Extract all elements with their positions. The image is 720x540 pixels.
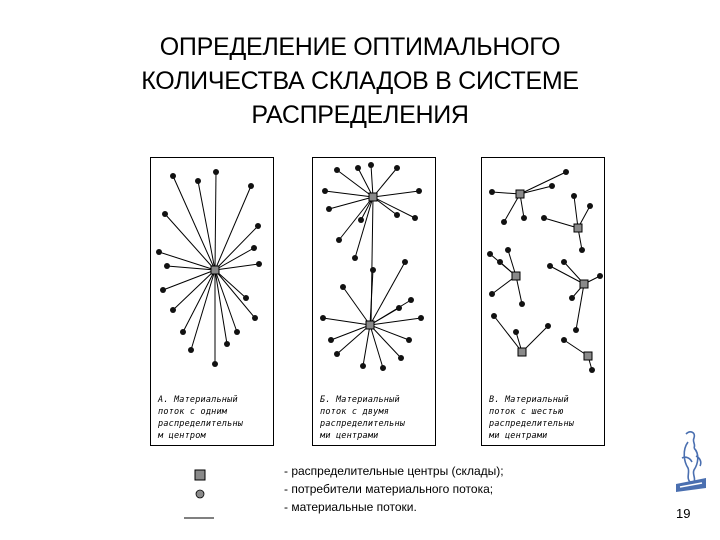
legend-square-symbol bbox=[195, 470, 205, 480]
distribution-center-2 bbox=[366, 321, 374, 329]
legend-item-flows: - материальные потоки. bbox=[284, 500, 417, 514]
title-line-2: КОЛИЧЕСТВА СКЛАДОВ В СИСТЕМЕ bbox=[141, 67, 579, 95]
legend-circle-symbol bbox=[196, 490, 204, 498]
page-number: 19 bbox=[676, 506, 691, 521]
legend bbox=[284, 462, 504, 516]
title-line-1: ОПРЕДЕЛЕНИЕ ОПТИМАЛЬНОГО bbox=[159, 33, 561, 61]
title-line-3: РАСПРЕДЕЛЕНИЯ bbox=[251, 101, 469, 129]
legend-item-centers: - распределительные центры (склады); bbox=[284, 464, 504, 478]
panel-c-caption: В. Материальный поток с шестью распределительны ми центрами bbox=[489, 395, 575, 441]
distribution-center-1 bbox=[369, 193, 377, 201]
slide-title bbox=[80, 30, 640, 132]
flow-lines bbox=[159, 172, 259, 364]
legend-symbols bbox=[180, 466, 220, 522]
network-diagram-a bbox=[151, 158, 273, 388]
panel-a-one-center bbox=[150, 157, 274, 446]
consumer-points bbox=[487, 169, 603, 373]
panel-a-caption: А. Материальный поток с одним распределительны м центром bbox=[158, 395, 244, 441]
legend-item-consumers: - потребители материального потока; bbox=[284, 482, 494, 496]
network-diagram-c bbox=[482, 158, 604, 388]
panel-b-two-centers bbox=[312, 157, 436, 446]
panel-c-six-centers bbox=[481, 157, 605, 446]
distribution-center bbox=[211, 266, 219, 274]
flow-lines bbox=[490, 172, 600, 370]
university-logo-icon bbox=[672, 428, 710, 494]
network-diagram-b bbox=[313, 158, 435, 388]
panel-b-caption: Б. Материальный поток с двумя распределительны ми центрами bbox=[320, 395, 406, 441]
